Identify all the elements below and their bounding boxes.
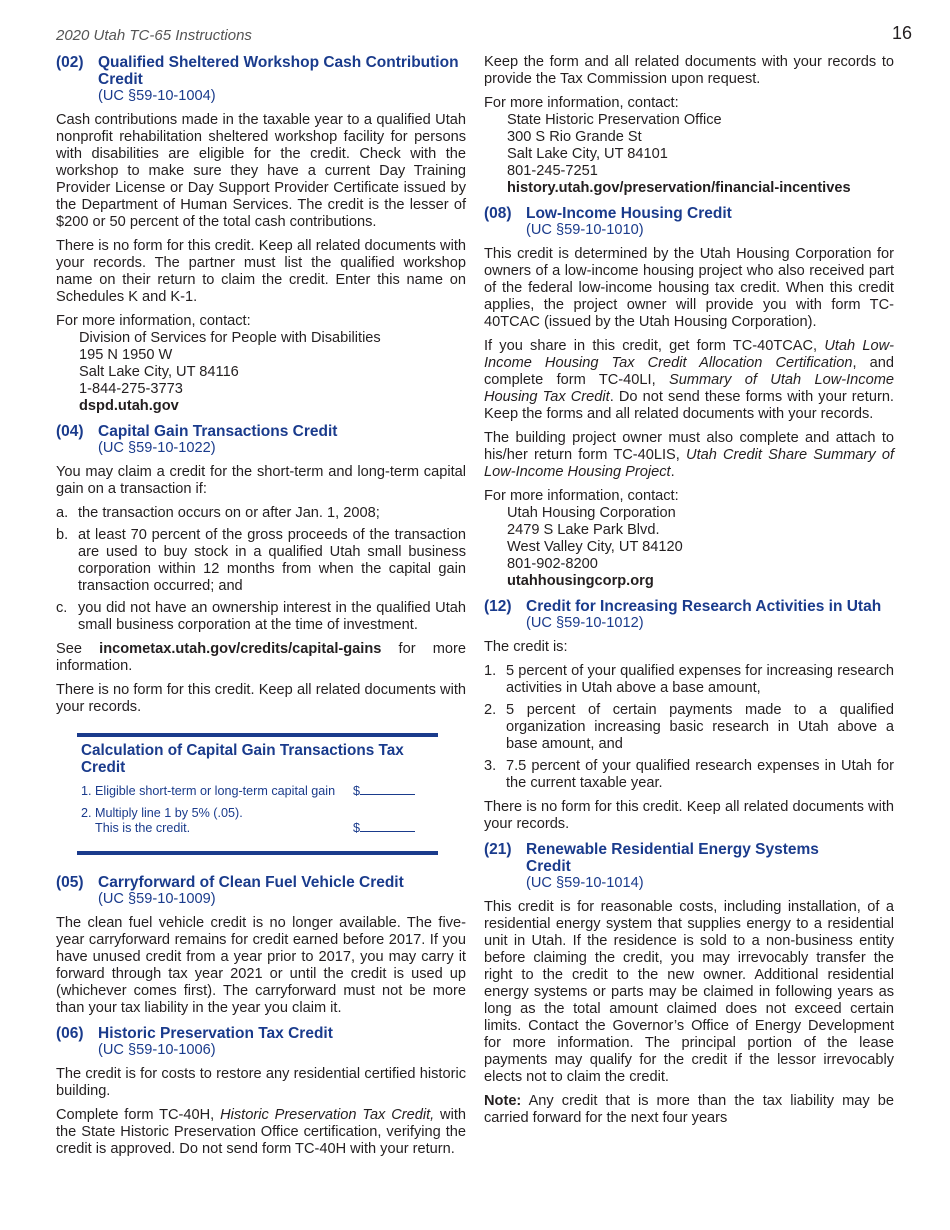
note-text: Any credit that is more than the tax liability may be carried forward for the next four years: [484, 1093, 894, 1126]
text-run: . Do not send these forms with your return. Keep the forms and all related documents with your records.: [484, 389, 894, 422]
paragraph: You may claim a credit for the short-term and long-term capital gain on a transaction if:: [56, 464, 466, 497]
contact-website-link[interactable]: utahhousingcorp.org: [507, 573, 654, 589]
contact-line: 2479 S Lake Park Blvd.: [507, 522, 660, 538]
contact-block: [484, 95, 894, 197]
blank-line: [360, 784, 415, 795]
section-06-heading: [56, 1025, 466, 1059]
contact-website-link[interactable]: history.utah.gov/preservation/financial-incentives: [507, 180, 851, 196]
statute-reference: (UC §59-10-1009): [98, 891, 216, 907]
contact-block: [484, 488, 894, 590]
section-number: (08): [484, 205, 512, 222]
header-title: 2020 Utah TC-65 Instructions: [56, 27, 252, 44]
text-run: Complete form TC-40H,: [56, 1107, 215, 1123]
list-text: 7.5 percent of your qualified research expenses in Utah for the current taxable year.: [506, 758, 894, 791]
paragraph: There is no form for this credit. Keep all related documents with your records.: [484, 799, 894, 832]
left-column: [56, 54, 466, 1165]
section-12-heading: [484, 598, 894, 632]
section-number: (02): [56, 54, 84, 71]
statute-reference: (UC §59-10-1006): [98, 1042, 216, 1058]
contact-label: For more information, contact:: [484, 488, 679, 504]
note-label: Note:: [484, 1093, 522, 1109]
section-number: (12): [484, 598, 512, 615]
line-description: This is the credit.: [95, 821, 191, 835]
list-text: the transaction occurs on or after Jan. 1, 2008;: [78, 505, 380, 521]
list-marker: 1.: [484, 663, 497, 679]
contact-line: State Historic Preservation Office: [507, 112, 722, 128]
text-run: .: [670, 464, 675, 480]
calculation-box: [77, 733, 438, 855]
condition-list: [56, 505, 466, 634]
see-suffix: for more information.: [56, 641, 466, 674]
list-item: [484, 663, 894, 697]
contact-label: For more information, contact:: [56, 313, 251, 329]
section-number: (06): [56, 1025, 84, 1042]
section-title: Carryforward of Clean Fuel Vehicle Credit: [98, 874, 404, 891]
right-column: [484, 54, 894, 1134]
contact-label: For more information, contact:: [484, 95, 679, 111]
capital-gains-link[interactable]: incometax.utah.gov/credits/capital-gains: [99, 641, 382, 657]
note-paragraph: [484, 1093, 894, 1127]
list-text: 5 percent of certain payments made to a qualified organization increasing basic research in Utah above a base amount, and: [506, 702, 894, 752]
statute-reference: (UC §59-10-1012): [526, 615, 644, 631]
paragraph: There is no form for this credit. Keep all related documents with your records. The partner must list the qualified workshop name on their return to claim the credit. Enter this name on Schedules K and K-1.: [56, 238, 466, 305]
statute-reference: (UC §59-10-1004): [98, 88, 216, 104]
amount-blank: [353, 821, 415, 836]
section-title: Credit for Increasing Research Activities in Utah: [526, 598, 882, 615]
section-08-heading: [484, 205, 894, 239]
list-marker: a.: [56, 505, 69, 521]
see-prefix: See: [56, 641, 82, 657]
contact-line: Salt Lake City, UT 84116: [79, 364, 239, 380]
statute-reference: (UC §59-10-1014): [526, 875, 644, 891]
list-text: 5 percent of your qualified expenses for increasing research activities in Utah above a base amount,: [506, 663, 894, 696]
form-name: Utah Low-Income Housing Tax Credit Allocation Certification: [484, 338, 894, 371]
paragraph: [484, 430, 894, 481]
text-run: The building project owner must also complete and attach to his/her return form TC-40LIS,: [484, 430, 894, 463]
list-marker: 2.: [484, 702, 497, 718]
calculation-line-1: [81, 784, 434, 799]
paragraph: [484, 338, 894, 423]
page-number: 16: [891, 23, 912, 43]
line-description: 2. Multiply line 1 by 5% (.05).: [81, 806, 243, 820]
contact-line: Division of Services for People with Disabilities: [79, 330, 381, 346]
section-04-heading: [56, 423, 466, 457]
section-21-heading: [484, 841, 894, 892]
blank-line: [360, 821, 415, 832]
section-title: Renewable Residential Energy Systems Credit: [526, 841, 819, 875]
text-run: , and complete form TC-40LI,: [484, 355, 894, 388]
list-item: [484, 758, 894, 792]
statute-reference: (UC §59-10-1010): [526, 222, 644, 238]
paragraph: [56, 1107, 466, 1158]
contact-line: Salt Lake City, UT 84101: [507, 146, 668, 162]
section-number: (04): [56, 423, 84, 440]
contact-line: 195 N 1950 W: [79, 347, 173, 363]
calculation-title: Calculation of Capital Gain Transactions Tax Credit: [81, 742, 404, 776]
section-number: (05): [56, 874, 84, 891]
paragraph: Keep the form and all related documents with your records to provide the Tax Commission upon request.: [484, 54, 894, 87]
dollar-sign: $: [353, 821, 361, 835]
dollar-sign: $: [353, 784, 361, 798]
contact-website-link[interactable]: dspd.utah.gov: [79, 398, 179, 414]
paragraph: The clean fuel vehicle credit is no longer available. The five-year carryforward remains for credit earned before 2017. If you have unused credit from a year prior to 2017, you may carry it forward through tax year 2021 or until the credit is used up (whichever comes first). The carryforward must not be more than your tax liability in the year you claim it.: [56, 915, 466, 1016]
paragraph: This credit is determined by the Utah Housing Corporation for owners of a low-income housing project who also received part of the federal low-income housing tax credit. When this credit applies, the project owner will provide you with form TC-40TCAC (issued by the Utah Housing Corporation).: [484, 246, 894, 330]
contact-line: 801-245-7251: [507, 163, 598, 179]
section-05-heading: [56, 874, 466, 908]
list-item: [56, 527, 466, 595]
paragraph: This credit is for reasonable costs, including installation, of a residential energy system that supplies energy to a residential unit in Utah. If the residence is sold to a non-business entity before claiming the credit, you may irrevocably transfer the right to the credit to the new owner. Additional residential energy systems or parts may be claimed in following years as long as the total amount claimed does not exceed certain limits. Contact the Governor’s Office of Energy Development for more information. The principal portion of the lease payments may qualify for the credit if the lessor irrevocably elects not to claim the credit.: [484, 899, 894, 1085]
list-item: [56, 505, 466, 522]
section-title: Low-Income Housing Credit: [526, 205, 732, 222]
section-title: Qualified Sheltered Workshop Cash Contribution Credit: [98, 54, 459, 88]
list-text: at least 70 percent of the gross proceeds of the transaction are used to buy stock in a qualified Utah small business corporation within 12 months from when the capital gain transaction occurred; and: [78, 527, 466, 594]
contact-line: West Valley City, UT 84120: [507, 539, 683, 555]
form-name: Summary of Utah Low-Income Housing Tax Credit: [484, 372, 894, 405]
contact-block: [56, 313, 466, 415]
line-description: 1. Eligible short-term or long-term capital gain: [81, 784, 336, 798]
section-title: Capital Gain Transactions Credit: [98, 423, 338, 440]
contact-line: Utah Housing Corporation: [507, 505, 676, 521]
calculation-line-2: [81, 806, 434, 836]
list-item: [484, 702, 894, 753]
credit-list: [484, 663, 894, 792]
paragraph: There is no form for this credit. Keep all related documents with your records.: [56, 682, 466, 715]
contact-line: 300 S Rio Grande St: [507, 129, 642, 145]
list-marker: 3.: [484, 758, 497, 774]
form-name: Historic Preservation Tax Credit,: [220, 1107, 435, 1123]
page-header: [56, 23, 912, 49]
contact-line: 1-844-275-3773: [79, 381, 183, 397]
paragraph: The credit is for costs to restore any residential certified historic building.: [56, 1066, 466, 1099]
amount-blank: [353, 784, 415, 799]
list-marker: c.: [56, 600, 68, 616]
paragraph: [56, 641, 466, 675]
section-02-heading: [56, 54, 466, 105]
paragraph: The credit is:: [484, 639, 568, 655]
statute-reference: (UC §59-10-1022): [98, 440, 216, 456]
text-run: If you share in this credit, get form TC-40TCAC,: [484, 338, 818, 354]
list-item: [56, 600, 466, 634]
text-run: with the State Historic Preservation Office certification, verifying the credit is approved. Do not send form TC-40H with your return.: [56, 1107, 466, 1157]
section-number: (21): [484, 841, 512, 858]
list-marker: b.: [56, 527, 69, 543]
paragraph: Cash contributions made in the taxable year to a qualified Utah nonprofit rehabilitation sheltered workshop facility for persons with disabilities are eligible for the credit. Check with the workshop to make sure they have a current Day Training Provider License or Day Support Provider Certificate issued by the Department of Human Services. The credit is the lesser of $200 or 50 percent of the total cash contributions.: [56, 112, 466, 230]
contact-line: 801-902-8200: [507, 556, 598, 572]
list-text: you did not have an ownership interest in the qualified Utah small business corporation at the time of investment.: [78, 600, 466, 633]
section-title: Historic Preservation Tax Credit: [98, 1025, 333, 1042]
form-name: Utah Credit Share Summary of Low-Income Housing Project: [484, 447, 894, 480]
